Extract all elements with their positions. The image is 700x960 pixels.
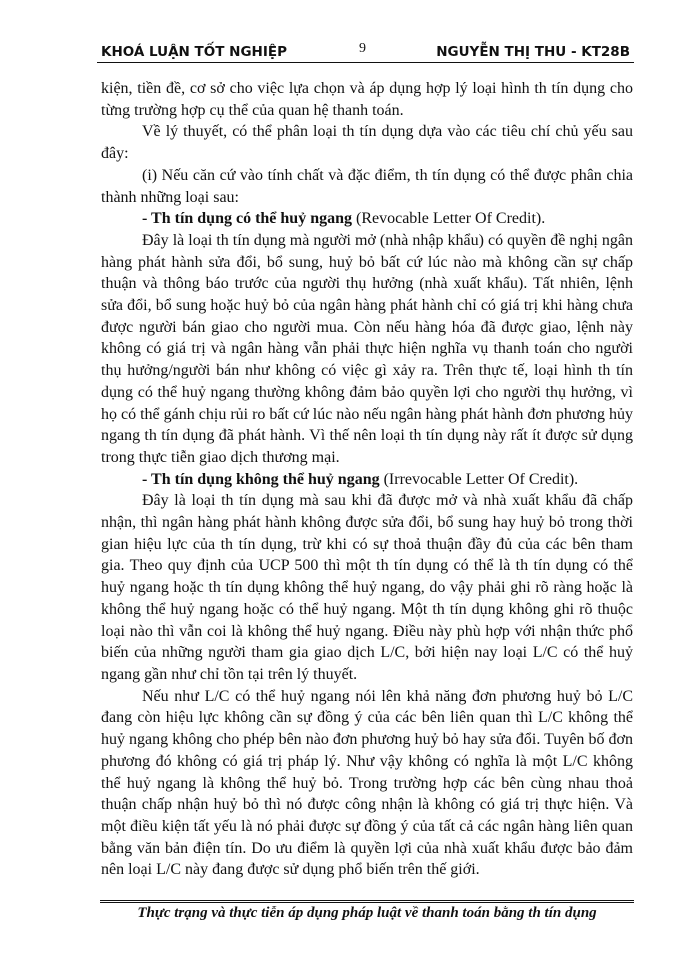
paragraph: Về lý thuyết, có thể phân loại th tín dụng dựa vào các tiêu chí chủ yếu sau đây: (101, 123, 633, 163)
subheading-rest: (Revocable Letter Of Credit). (352, 210, 546, 228)
page-number: 9 (359, 41, 366, 56)
subheading-revocable (101, 208, 633, 230)
subheading-bold: - Th tín dụng không thể huỷ ngang (142, 470, 380, 488)
footer-divider (100, 900, 634, 903)
page-header (97, 40, 634, 63)
paragraph: Đây là loại th tín dụng mà người mở (nhà nhập khẩu) có quyền đề nghị ngân hàng phát hành sửa đổi, bổ sung, huỷ bỏ bất cứ lúc nào mà không cần sự chấp thuận và thông báo trước của người thụ hưởng (nhà xuất khẩu). Tất nhiên, lệnh sửa đổi, bổ sung hoặc huỷ bỏ của ngân hàng phát hành chỉ có giá trị khi hàng chưa được người bán giao cho người mua. Còn nếu hàng hóa đã được giao, lệnh này không có giá trị và ngân hàng vẫn phải thực hiện nghĩa vụ thanh toán cho người thụ hưởng/người bán như không có việc gì xảy ra. Trên thực tế, loại hình th tín dụng có thể huỷ ngang thường không đảm bảo quyền lợi cho người thụ hưởng, vì họ có thể gánh chịu rủi ro bất cứ lúc nào nếu ngân hàng phát hành đơn phương hủy ngang th tín dụng đã phát hành. Vì thế nên loại th tín dụng này rất ít được sử dụng trong thực tiễn giao dịch thương mại. (101, 231, 633, 466)
page-footer: Thực trạng và thực tiễn áp dụng pháp luật về thanh toán bằng th tín dụng (137, 905, 597, 921)
subheading-irrevocable (101, 469, 633, 491)
paragraph: (i) Nếu căn cứ vào tính chất và đặc điểm, th tín dụng có thể được phân chia thành những loại sau: (101, 166, 633, 206)
paragraph: Nếu như L/C có thể huỷ ngang nói lên khả năng đơn phương huỷ bỏ L/C đang còn hiệu lực không cần sự đồng ý của các bên liên quan thì L/C không thể huỷ ngang không cho phép bên nào đơn phương huỷ bỏ hay sửa đổi. Tuyên bố đơn phương đó không có giá trị pháp lý. Như vậy không có nghĩa là một L/C không thể huỷ ngang là không thể huỷ bỏ. Trong trường hợp các bên cùng nhau thoả thuận chấp nhận huỷ bỏ thì nó được công nhận là không có giá trị thực hiện. Và một điều kiện tất yếu là nó phải được sự đồng ý của tất cả các ngân hàng liên quan bằng văn bản điện tín. Do ưu điểm là quyền lợi của nhà xuất khẩu được bảo đảm nên loại L/C này đang được sử dụng phổ biến trên thế giới. (101, 687, 633, 879)
author-label: NGUYỄN THỊ THU - KT28B (436, 44, 630, 60)
thesis-label: KHOÁ LUẬN TỐT NGHIỆP (101, 44, 287, 60)
body-text (101, 78, 633, 881)
subheading-rest: (Irrevocable Letter Of Credit). (379, 470, 579, 488)
paragraph: Đây là loại th tín dụng mà sau khi đã được mở và nhà xuất khẩu đã chấp nhận, thì ngân hàng phát hành không được sửa đổi, bổ sung hay huỷ bỏ trong thời gian hiệu lực của th tín dụng, trừ khi có sự thoả thuận đầy đủ của các bên tham gia. Theo quy định của UCP 500 thì một th tín dụng có thể là th tín dụng có thể huỷ ngang hoặc th tín dụng không thể huỷ ngang, do vậy phải ghi rõ ràng hoặc là không thể huỷ ngang hoặc có thể huỷ ngang. Một th tín dụng không ghi rõ thuộc loại nào thì vẫn coi là không thể huỷ ngang. Điều này phù hợp với nhận thức phổ biến của những người tham gia giao dịch L/C, bởi hiện nay loại L/C có thể huỷ ngang gần như chỉ tồn tại trên lý thuyết. (101, 492, 633, 683)
subheading-bold: - Th tín dụng có thể huỷ ngang (142, 210, 352, 228)
paragraph: kiện, tiền đề, cơ sở cho việc lựa chọn và áp dụng hợp lý loại hình th tín dụng cho từng trường hợp cụ thể của quan hệ thanh toán. (101, 80, 633, 119)
